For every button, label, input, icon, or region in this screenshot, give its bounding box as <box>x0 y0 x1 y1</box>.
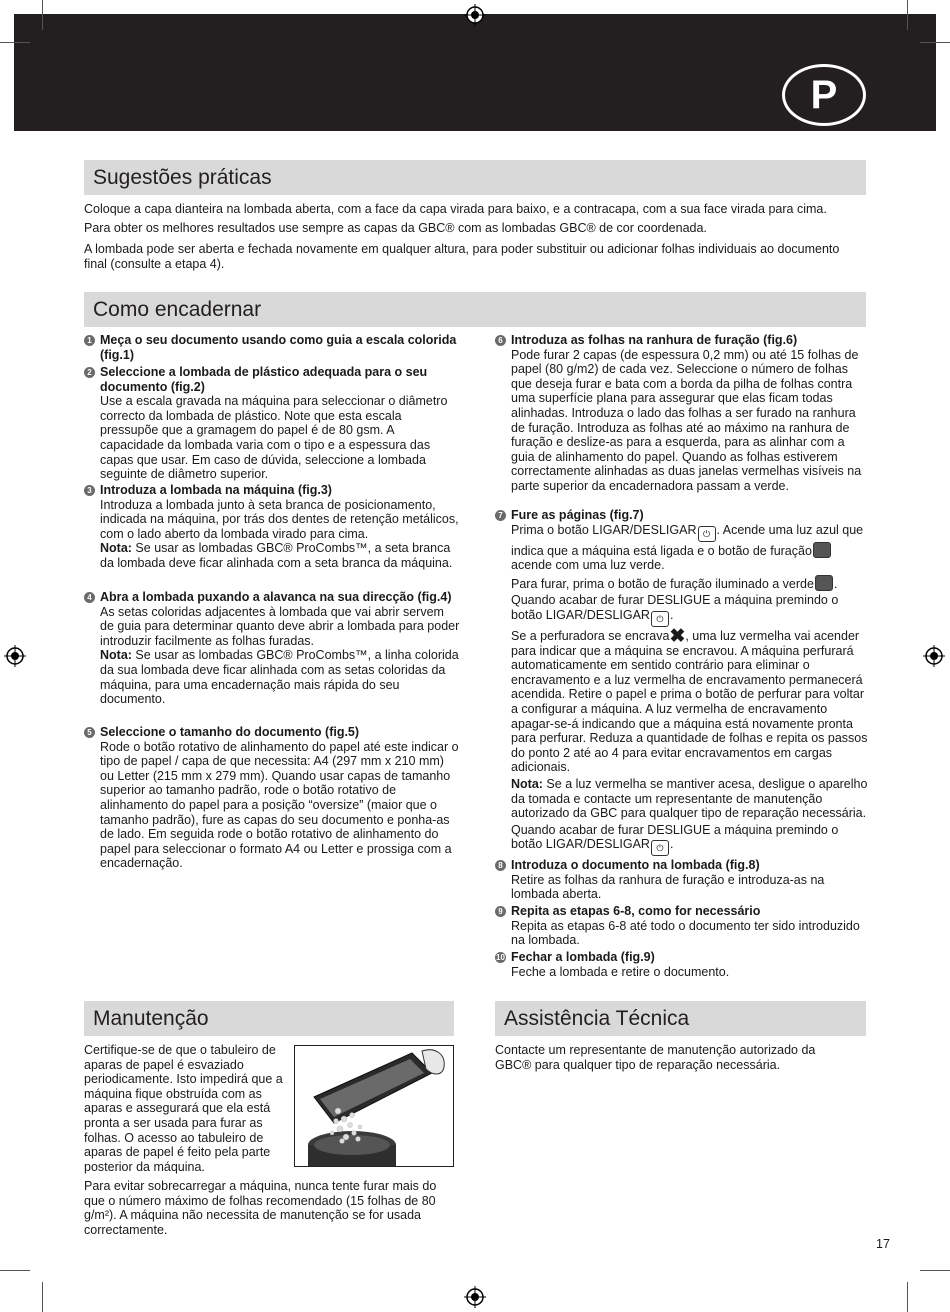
step-text: . <box>833 576 838 591</box>
step-number: 4 <box>84 592 95 603</box>
registration-mark-icon <box>923 645 945 667</box>
step-number: 9 <box>495 906 506 917</box>
step-5 <box>84 725 460 871</box>
step-text: Use a escala gravada na máquina para seleccionar o diâmetro correcto da lombada de plástico. Note que esta escala pressupõe que a gramagem do papel é de 80 gsm. A capacidade da lombada varia com o tipo e a espessura das capas que usar. Em caso de dúvida, seleccione a lombada seguinte de diâmetro superior. <box>100 394 448 482</box>
note-text: Se usar as lombadas GBC® ProCombs™, a linha colorida da sua lombada deve ficar alinhada com as setas coloridas da máquina, para uma encadernação mais rápida do seu documento. <box>100 648 459 707</box>
step-title: Seleccione a lombada de plástico adequada para o seu documento (fig.2) <box>100 365 428 394</box>
crop-mark <box>42 1282 43 1312</box>
note-text: Se a luz vermelha se mantiver acesa, desligue o aparelho da tomada e contacte um representante de manutenção autorizado da GBC para qualquer tipo de reparação necessária. <box>511 776 868 821</box>
step-2 <box>84 365 460 482</box>
step-number: 7 <box>495 510 506 521</box>
page-number: 17 <box>876 1237 890 1251</box>
step-title: Seleccione o tamanho do documento (fig.5) <box>100 725 360 739</box>
step-1 <box>84 333 460 362</box>
support-paragraph: Contacte um representante de manutenção autorizado da GBC® para qualquer tipo de reparação necessária. <box>495 1043 816 1072</box>
step-title: Introduza as folhas na ranhura de furação (fig.6) <box>511 333 798 347</box>
step-title: Fure as páginas (fig.7) <box>511 508 644 522</box>
step-text: Feche a lombada e retire o documento. <box>511 964 730 979</box>
step-text: Repita as etapas 6-8 até todo o documento ter sido introduzido na lombada. <box>511 918 860 948</box>
crop-mark <box>0 1270 30 1271</box>
step-note <box>100 541 460 570</box>
step-number: 1 <box>84 335 95 346</box>
power-button-icon: ⏻ <box>698 526 716 542</box>
maintenance-paragraph: Certifique-se de que o tabuleiro de aparas de papel é esvaziado periodicamente. Isto impedirá que a máquina fique obstruída com as aparas e assegurará que ela está pronta a ser usada para furar as folhas. O acesso ao tabuleiro de aparas de papel é feito pela parte posterior da máquina. <box>84 1043 283 1174</box>
step-text: , uma luz vermelha vai acender para indicar que a máquina se encravou. A máquina perfurará automaticamente em sentido contrário para eliminar o encravamento e a luz vermelha de encravamento permanecerá acendida. Retire o papel e prima o botão de perfurar para voltar a configurar a máquina. A luz vermelha de encravamento apagar-se-á indicando que a máquina está novamente pronta para perfurar. Reduza a quantidade de folhas e repita os passos do ponto 2 até ao 4 para evitar encravamentos em cargas adicionais. <box>511 628 868 775</box>
note-text: Se usar as lombadas GBC® ProCombs™, a seta branca da lombada deve ficar alinhada com a seta branca da máquina. <box>100 541 453 570</box>
power-button-icon: ⏻ <box>651 840 669 856</box>
registration-mark-icon <box>4 645 26 667</box>
crop-mark <box>907 0 908 30</box>
step-9 <box>495 904 871 948</box>
step-number: 2 <box>84 367 95 378</box>
section-title-maintenance: Manutenção <box>84 1001 454 1036</box>
section-title-support: Assistência Técnica <box>495 1001 866 1036</box>
step-4 <box>84 590 460 707</box>
note-label: Nota: <box>511 776 543 791</box>
waste-tray-illustration <box>294 1045 454 1167</box>
step-number: 3 <box>84 485 95 496</box>
step-6 <box>495 333 871 494</box>
step-number: 5 <box>84 727 95 738</box>
step-number: 8 <box>495 860 506 871</box>
note-label: Nota: <box>100 541 132 556</box>
punch-button-icon <box>813 542 831 558</box>
step-text: . <box>669 837 674 852</box>
tips-paragraph: Para obter os melhores resultados use sempre as capas da GBC® com as lombadas GBC® de cor coordenada. <box>84 221 707 235</box>
step-title: Introduza a lombada na máquina (fig.3) <box>100 483 332 497</box>
step-note <box>100 648 460 706</box>
crop-mark <box>920 42 950 43</box>
step-text: Retire as folhas da ranhura de furação e introduza-as na lombada aberta. <box>511 872 825 902</box>
step-title: Repita as etapas 6-8, como for necessário <box>511 904 761 918</box>
punch-button-icon <box>815 575 833 591</box>
registration-mark-icon <box>464 4 486 26</box>
step-text: Introduza a lombada junto à seta branca de posicionamento, indicada na máquina, por trás dos dentes de retenção metálicos, com o lado aberto da lombada virado para cima. <box>100 497 459 541</box>
step-text: Prima o botão LIGAR/DESLIGAR <box>511 522 697 537</box>
step-8 <box>495 858 871 902</box>
step-text: . Acende uma luz azul que indica que a máquina está ligada e o botão de furação <box>511 522 864 558</box>
step-text: . <box>669 607 674 622</box>
step-title: Abra a lombada puxando a alavanca na sua direcção (fig.4) <box>100 590 452 604</box>
tips-paragraph: Coloque a capa dianteira na lombada aberta, com a face da capa virada para baixo, e a contracapa, com a sua face virada para cima. <box>84 202 827 216</box>
tips-paragraph: A lombada pode ser aberta e fechada novamente em qualquer altura, para poder substituir ou adicionar folhas individuais ao documento final (consulte a etapa 4). <box>84 242 840 271</box>
crop-mark <box>920 1270 950 1271</box>
step-text: Pode furar 2 capas (de espessura 0,2 mm) ou até 15 folhas de papel (80 g/m2) de cada vez. Seleccione o número de folhas que deseja furar e bata com a borda da pilha de folhas contra uma superfície plana para assegurar que elas ficam todas alinhadas. Introduza o lado das folhas a ser furado na ranhura de furação. Introduza as folhas até ao máximo na ranhura de furação e deslize-as para a esquerda, para as alinhar com a guia de alinhamento do papel. Quando as folhas estiverem correctamente alinhadas as duas janelas vermelhas visíveis na parte superior da encadernadora passam a verde. <box>511 347 862 493</box>
step-number: 10 <box>496 953 505 962</box>
crop-mark <box>42 0 43 30</box>
step-3 <box>84 483 460 571</box>
step-text: Para furar, prima o botão de furação iluminado a verde <box>511 576 814 591</box>
jam-indicator-icon: ✖ <box>669 625 686 647</box>
step-number: 6 <box>495 335 506 346</box>
registration-mark-icon <box>464 1286 486 1308</box>
note-label: Nota: <box>100 648 132 663</box>
section-title-binding: Como encadernar <box>84 292 866 327</box>
step-text: As setas coloridas adjacentes à lombada que vai abrir servem de guia para determinar quanto deve abrir a lombada para poder introduzir facilmente as folhas furadas. <box>100 604 460 648</box>
step-text: Quando acabar de furar DESLIGUE a máquina premindo o botão LIGAR/DESLIGAR <box>511 593 839 622</box>
crop-mark <box>0 42 30 43</box>
step-7 <box>495 508 871 856</box>
language-badge: P <box>782 64 866 126</box>
step-title: Meça o seu documento usando como guia a escala colorida (fig.1) <box>100 333 457 362</box>
step-text: Se a perfuradora se encrava <box>511 628 670 643</box>
step-text: acende com uma luz verde. <box>511 558 665 573</box>
step-text: Rode o botão rotativo de alinhamento do papel até este indicar o tipo de papel / capa de que necessita: A4 (297 mm x 210 mm) ou Letter (215 mm x 279 mm). Quando usar capas de tamanho superior ao tamanho padrão, rode o botão rotativo de alinhamento do papel para a posição “oversize” (maior que o tamanho padrão), fure as capas do seu documento e ponha-as de lado. Em seguida rode o botão rotativo de alinhamento do papel para seleccionar o formato A4 ou Letter e prossiga com a encadernação. <box>100 739 459 871</box>
maintenance-paragraph: Para evitar sobrecarregar a máquina, nunca tente furar mais do que o número máximo de folhas recomendado (15 folhas de 80 g/m²). A máquina não necessita de manutenção se for usada correctamente. <box>84 1179 437 1237</box>
power-button-icon: ⏻ <box>651 611 669 627</box>
step-title: Introduza o documento na lombada (fig.8) <box>511 858 760 872</box>
step-title: Fechar a lombada (fig.9) <box>511 950 655 964</box>
step-10 <box>495 950 871 979</box>
section-title-tips: Sugestões práticas <box>84 160 866 195</box>
crop-mark <box>907 1282 908 1312</box>
step-text: Quando acabar de furar DESLIGUE a máquina premindo o botão LIGAR/DESLIGAR <box>511 822 839 852</box>
